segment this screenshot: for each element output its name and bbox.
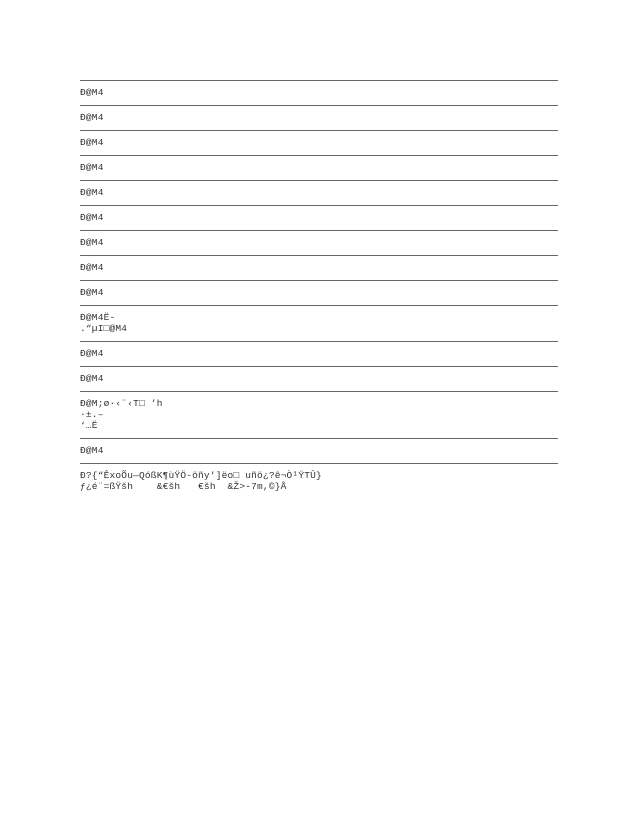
text-line: .“µI□@M4 (80, 323, 128, 334)
text-line: Ð@M4 (80, 162, 104, 173)
text-line: Ð@M4 (80, 87, 104, 98)
text-block (80, 180, 558, 205)
text-line: Ð@M4 (80, 137, 104, 148)
document-body (80, 80, 558, 499)
text-line: Ð@M4 (80, 237, 104, 248)
text-line: ·±.– (80, 409, 104, 420)
text-block (80, 230, 558, 255)
text-line: Ð@M4 (80, 112, 104, 123)
text-block (80, 366, 558, 391)
text-block (80, 391, 558, 438)
text-block (80, 205, 558, 230)
text-line: Ð@M4 (80, 212, 104, 223)
text-line: Ð@M4Ë- (80, 312, 116, 323)
text-line: Ð@M4 (80, 262, 104, 273)
text-line: Ð@M4 (80, 445, 104, 456)
text-block (80, 305, 558, 341)
text-block (80, 438, 558, 463)
text-block (80, 463, 558, 499)
text-block (80, 255, 558, 280)
text-line: Ð@M4 (80, 373, 104, 384)
text-line: ‘…Ë (80, 420, 98, 431)
text-line: Ð@M4 (80, 187, 104, 198)
text-line: Ð@M4 (80, 287, 104, 298)
text-block (80, 341, 558, 366)
text-block (80, 105, 558, 130)
text-block (80, 280, 558, 305)
text-block (80, 80, 558, 105)
text-line: Ð?{“ÊxoÕu—QóßK¶ùŸÖ-öñy']ëo□ uñö¿?ê¬Ò¹ŸTÛ} (80, 470, 322, 481)
text-line: Ð@M4 (80, 348, 104, 359)
text-line: ƒ¿é¨=ßŸšh &€šh €šh &Ž>-7m,©}Å (80, 481, 287, 492)
text-line: Ð@M;ø·‹¨‹T□ ’h (80, 398, 163, 409)
text-block (80, 155, 558, 180)
text-block (80, 130, 558, 155)
